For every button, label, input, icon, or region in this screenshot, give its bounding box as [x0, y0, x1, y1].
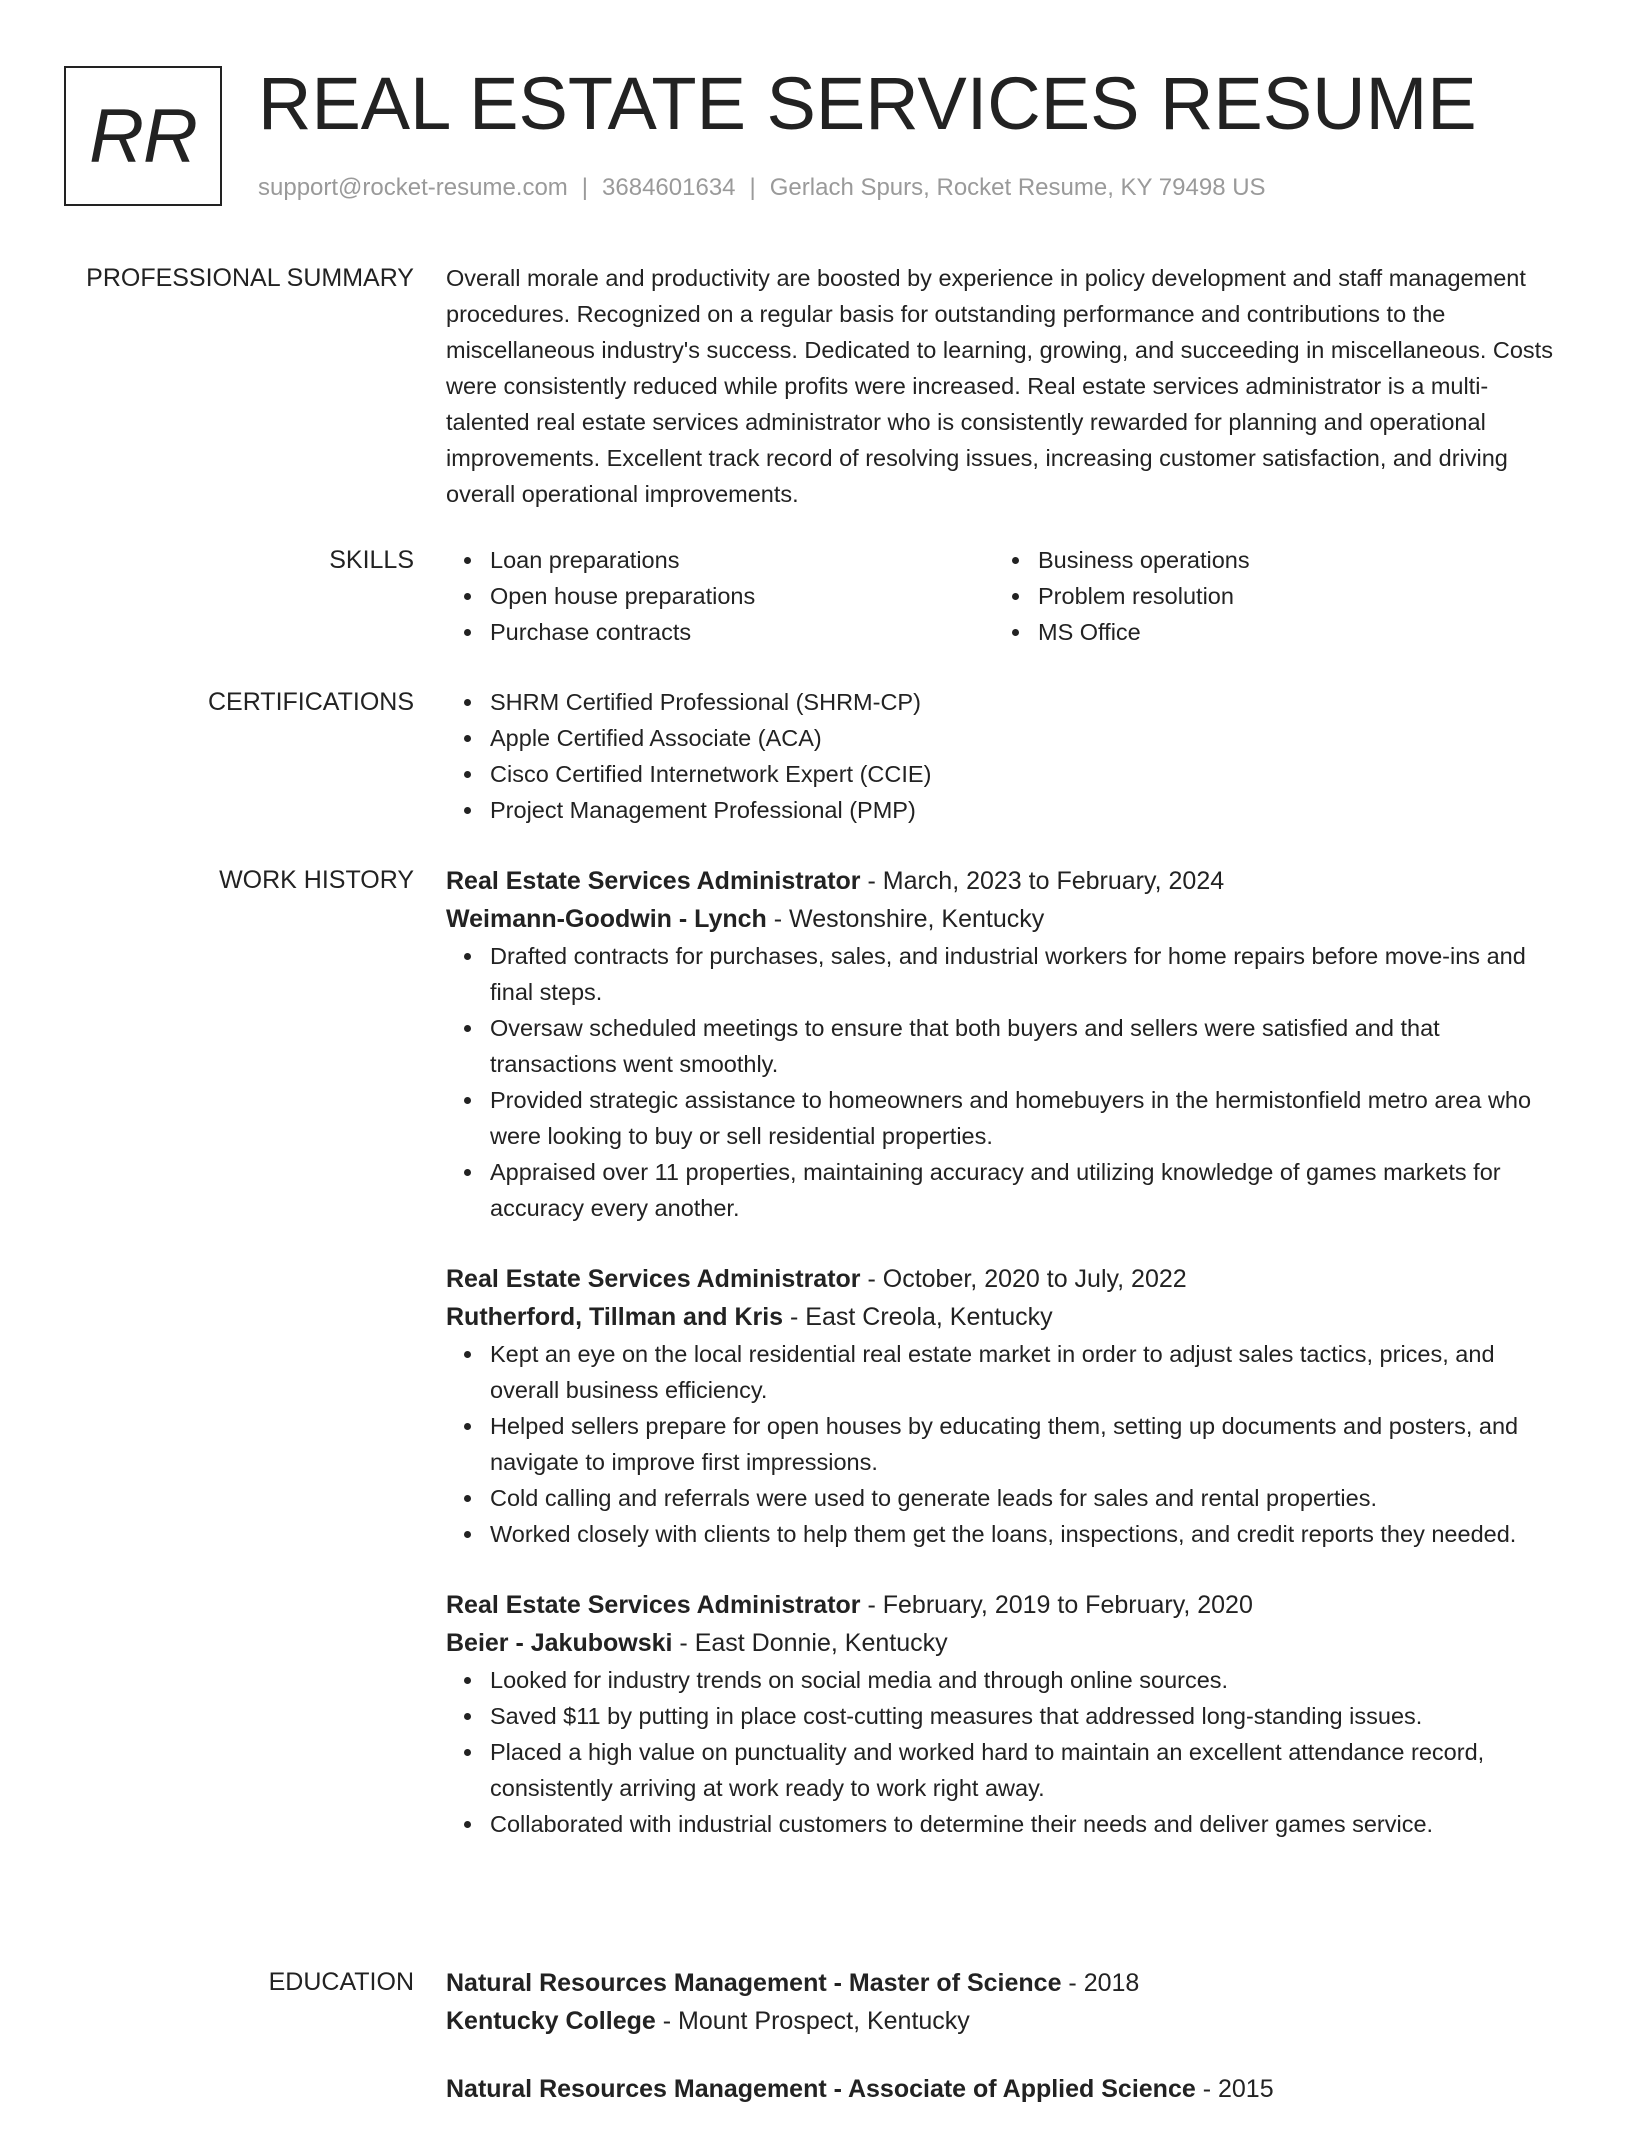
- contact-address: Gerlach Spurs, Rocket Resume, KY 79498 US: [769, 174, 1266, 201]
- skill-item: Open house preparations: [490, 578, 994, 614]
- resume-header: [64, 64, 1568, 214]
- skills-list-2: [994, 542, 1542, 650]
- contact-line: [258, 174, 1266, 202]
- education-year: - 2018: [1061, 1969, 1140, 1997]
- job-company-line: [446, 900, 1564, 938]
- job-bullet: Collaborated with industrial customers to determine their needs and deliver games service.: [490, 1806, 1564, 1842]
- job-title-line: [446, 1260, 1564, 1298]
- education-degree-line: [446, 2070, 1564, 2108]
- job-title-line: [446, 1586, 1564, 1624]
- education-degree: Natural Resources Management - Associate of Applied Science: [446, 2075, 1196, 2103]
- job-bullet: Appraised over 11 properties, maintaining accuracy and utilizing knowledge of games markets for accuracy every another.: [490, 1154, 1564, 1226]
- job-location: - Westonshire, Kentucky: [766, 905, 1045, 933]
- job-company: Beier - Jakubowski: [446, 1629, 673, 1657]
- job-location: - East Donnie, Kentucky: [672, 1629, 948, 1657]
- job-company: Weimann-Goodwin - Lynch: [446, 905, 767, 933]
- certification-item: Apple Certified Associate (ACA): [490, 720, 1564, 756]
- education-year: - 2015: [1195, 2075, 1274, 2103]
- contact-email: support@rocket-resume.com: [258, 174, 568, 201]
- job-bullet: Oversaw scheduled meetings to ensure that both buyers and sellers were satisfied and that transactions went smoothly.: [490, 1010, 1564, 1082]
- contact-separator: |: [749, 174, 756, 201]
- job-bullet: Saved $11 by putting in place cost-cutting measures that addressed long-standing issues.: [490, 1698, 1564, 1734]
- contact-separator: |: [581, 174, 589, 201]
- skills-body: [446, 542, 1564, 650]
- monogram-logo: RR: [64, 66, 222, 206]
- job-entry: [446, 1260, 1564, 1552]
- job-company: Rutherford, Tillman and Kris: [446, 1303, 784, 1331]
- job-bullet: Helped sellers prepare for open houses by educating them, setting up documents and posters, and navigate to improve first impressions.: [490, 1408, 1564, 1480]
- skills-column-1: [446, 542, 994, 650]
- certification-item: Project Management Professional (PMP): [490, 792, 1564, 828]
- job-bullet: Worked closely with clients to help them get the loans, inspections, and credit reports they needed.: [490, 1516, 1564, 1552]
- resume-title: REAL ESTATE SERVICES RESUME: [258, 62, 1477, 145]
- skills-grid: [446, 542, 1564, 650]
- job-company-line: [446, 1624, 1564, 1662]
- job-dates: - October, 2020 to July, 2022: [860, 1265, 1187, 1293]
- job-bullet: Placed a high value on punctuality and worked hard to maintain an excellent attendance record, consistently arriving at work ready to work right away.: [490, 1734, 1564, 1806]
- job-bullets: [446, 1336, 1564, 1552]
- job-dates: - February, 2019 to February, 2020: [860, 1591, 1253, 1619]
- job-title-line: [446, 862, 1564, 900]
- education-body: [446, 1964, 1564, 2142]
- section-label-work-history: WORK HISTORY: [219, 866, 414, 894]
- job-entry: [446, 1586, 1564, 1842]
- education-location: - Mount Prospect, Kentucky: [655, 2007, 970, 2035]
- work-history-body: [446, 862, 1564, 1876]
- skill-item: Problem resolution: [1038, 578, 1542, 614]
- job-title: Real Estate Services Administrator: [446, 1265, 861, 1293]
- job-bullet: Drafted contracts for purchases, sales, and industrial workers for home repairs before move-ins and final steps.: [490, 938, 1564, 1010]
- section-label-education: EDUCATION: [268, 1968, 414, 1996]
- skill-item: MS Office: [1038, 614, 1542, 650]
- summary-text: Overall morale and productivity are boosted by experience in policy development and staff management procedures. Recognized on a regular basis for outstanding performance and contributions to the miscellaneous industry's success. Dedicated to learning, growing, and succeeding in miscellaneous. Costs were consistently reduced while profits were increased. Real estate services administrator is a multi-talented real estate services administrator who is consistently rewarded for planning and operational improvements. Excellent track record of resolving issues, increasing customer satisfaction, and driving overall operational improvements.: [446, 265, 1553, 507]
- job-bullet: Cold calling and referrals were used to generate leads for sales and rental properties.: [490, 1480, 1564, 1516]
- job-entry: [446, 862, 1564, 1226]
- contact-phone: 3684601634: [602, 174, 736, 201]
- skills-column-2: [994, 542, 1542, 650]
- summary-body: [446, 260, 1564, 512]
- section-label-summary: PROFESSIONAL SUMMARY: [86, 264, 414, 292]
- certifications-list: [446, 684, 1564, 828]
- skills-list-1: [446, 542, 994, 650]
- certifications-body: [446, 684, 1564, 828]
- job-bullets: [446, 938, 1564, 1226]
- section-label-certifications: CERTIFICATIONS: [207, 688, 414, 716]
- education-degree-line: [446, 1964, 1564, 2002]
- section-label-skills: SKILLS: [329, 546, 414, 574]
- job-bullets: [446, 1662, 1564, 1842]
- certification-item: SHRM Certified Professional (SHRM-CP): [490, 684, 1564, 720]
- job-dates: - March, 2023 to February, 2024: [860, 867, 1225, 895]
- job-location: - East Creola, Kentucky: [783, 1303, 1053, 1331]
- job-company-line: [446, 1298, 1564, 1336]
- job-bullet: Provided strategic assistance to homeowners and homebuyers in the hermistonfield metro area who were looking to buy or sell residential properties.: [490, 1082, 1564, 1154]
- skill-item: Business operations: [1038, 542, 1542, 578]
- education-entry: [446, 1964, 1564, 2040]
- job-title: Real Estate Services Administrator: [446, 867, 861, 895]
- education-entry: [446, 2070, 1564, 2108]
- education-degree: Natural Resources Management - Master of Science: [446, 1969, 1062, 1997]
- education-school-line: [446, 2002, 1564, 2040]
- skill-item: Loan preparations: [490, 542, 994, 578]
- job-bullet: Kept an eye on the local residential real estate market in order to adjust sales tactics, prices, and overall business efficiency.: [490, 1336, 1564, 1408]
- job-bullet: Looked for industry trends on social media and through online sources.: [490, 1662, 1564, 1698]
- job-title: Real Estate Services Administrator: [446, 1591, 861, 1619]
- skill-item: Purchase contracts: [490, 614, 994, 650]
- certification-item: Cisco Certified Internetwork Expert (CCIE): [490, 756, 1564, 792]
- education-school: Kentucky College: [446, 2007, 656, 2035]
